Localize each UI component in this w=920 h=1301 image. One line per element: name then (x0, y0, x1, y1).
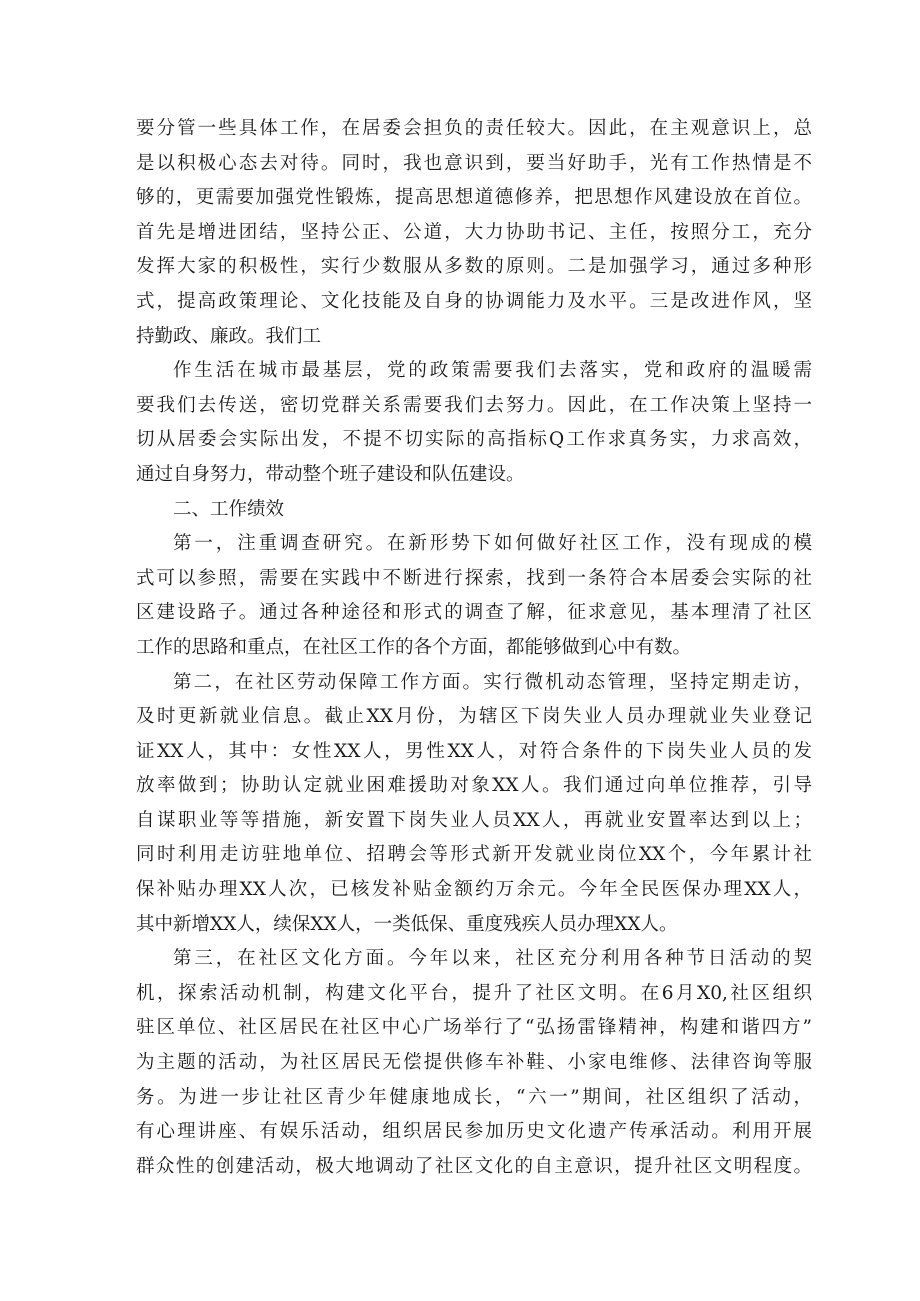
paragraph-p3 (136, 527, 812, 665)
paragraph-p4 (136, 666, 812, 943)
text-line: 其中新增XX人，续保XX人，一类低保、重度残疾人员办理XX人。 (136, 913, 678, 935)
text-line: 放率做到；协助认定就业困难援助对象XX人。我们通过向单位推荐，引导 (136, 775, 812, 797)
text-line: 切从居委会实际出发，不提不切实际的高指标Q工作求真务实，力求高效， (136, 429, 812, 451)
paragraph-p1 (136, 112, 812, 354)
paragraph-p5 (136, 942, 812, 1184)
text-line: 首先是增进团结，坚持公正、公道，大力协助书记、主任，按照分工，充分 (136, 221, 812, 243)
text-line: 式，提高政策理论、文化技能及自身的协调能力及水平。三是改进作风，坚 (136, 290, 812, 312)
text-line: 证XX人，其中：女性XX人，男性XX人，对符合条件的下岗失业人员的发 (136, 740, 812, 762)
text-line: 要我们去传送，密切党群关系需要我们去努力。因此，在工作决策上坚持一 (136, 394, 812, 416)
paragraph-p2 (136, 354, 812, 492)
text-line: 务。为进一步让社区青少年健康地成长，“六一”期间，社区组织了活动， (136, 1086, 812, 1108)
document-page (136, 112, 812, 1184)
text-line: 有心理讲座、有娱乐活动，组织居民参加历史文化遗产传承活动。利用开展 (136, 1121, 812, 1143)
text-line: 要分管一些具体工作，在居委会担负的责任较大。因此，在主观意识上，总 (136, 118, 812, 139)
text-line: 通过自身努力，带动整个班子建设和队伍建设。 (136, 463, 525, 485)
text-line: 自谋职业等等措施，新安置下岗失业人员XX人，再就业安置率达到以上； (136, 809, 812, 831)
text-line: 发挥大家的积极性，实行少数服从多数的原则。二是加强学习，通过多种形 (136, 256, 812, 278)
text-line: 第三，在社区文化方面。今年以来，社区充分利用各种节日活动的契 (173, 948, 812, 970)
text-line: 同时利用走访驻地单位、招聘会等形式新开发就业岗位XX个，今年累计社 (136, 844, 812, 866)
text-line: 式可以参照，需要在实践中不断进行探索，找到一条符合本居委会实际的社 (136, 567, 812, 589)
text-line: 群众性的创建活动，极大地调动了社区文化的自主意识，提升社区文明程度。 (136, 1155, 812, 1177)
section-heading-text: 二、工作绩效 (173, 498, 285, 520)
text-line: 是以积极心态去对待。同时，我也意识到，要当好助手，光有工作热情是不 (136, 152, 812, 174)
text-line: 持勤政、廉政。我们工 (136, 325, 322, 347)
text-line: 为主题的活动，为社区居民无偿提供修车补鞋、小家电维修、法律咨询等服 (136, 1052, 812, 1074)
text-line: 第二，在社区劳动保障工作方面。实行微机动态管理，坚持定期走访， (173, 671, 812, 693)
section-heading (136, 493, 812, 528)
text-line: 驻区单位、社区居民在社区中心广场举行了“弘扬雷锋精神，构建和谐四方” (136, 1017, 812, 1039)
text-line: 保补贴办理XX人次，已核发补贴金额约万余元。今年全民医保办理XX人， (136, 879, 812, 901)
text-line: 机，探索活动机制，构建文化平台，提升了社区文明。在6月X0,社区组织 (136, 982, 812, 1004)
text-line: 区建设路子。通过各种途径和形式的调查了解，征求意见，基本理清了社区 (136, 602, 812, 624)
text-line: 及时更新就业信息。截止XX月份，为辖区下岗失业人员办理就业失业登记 (136, 706, 812, 728)
text-line: 够的，更需要加强党性锻炼，提高思想道德修养，把思想作风建设放在首位。 (136, 187, 812, 209)
text-line: 第一，注重调查研究。在新形势下如何做好社区工作，没有现成的模 (173, 533, 812, 555)
text-line: 作生活在城市最基层，党的政策需要我们去落实，党和政府的温暖需 (173, 360, 812, 382)
text-line: 工作的思路和重点，在社区工作的各个方面，都能够做到心中有数。 (136, 636, 692, 658)
